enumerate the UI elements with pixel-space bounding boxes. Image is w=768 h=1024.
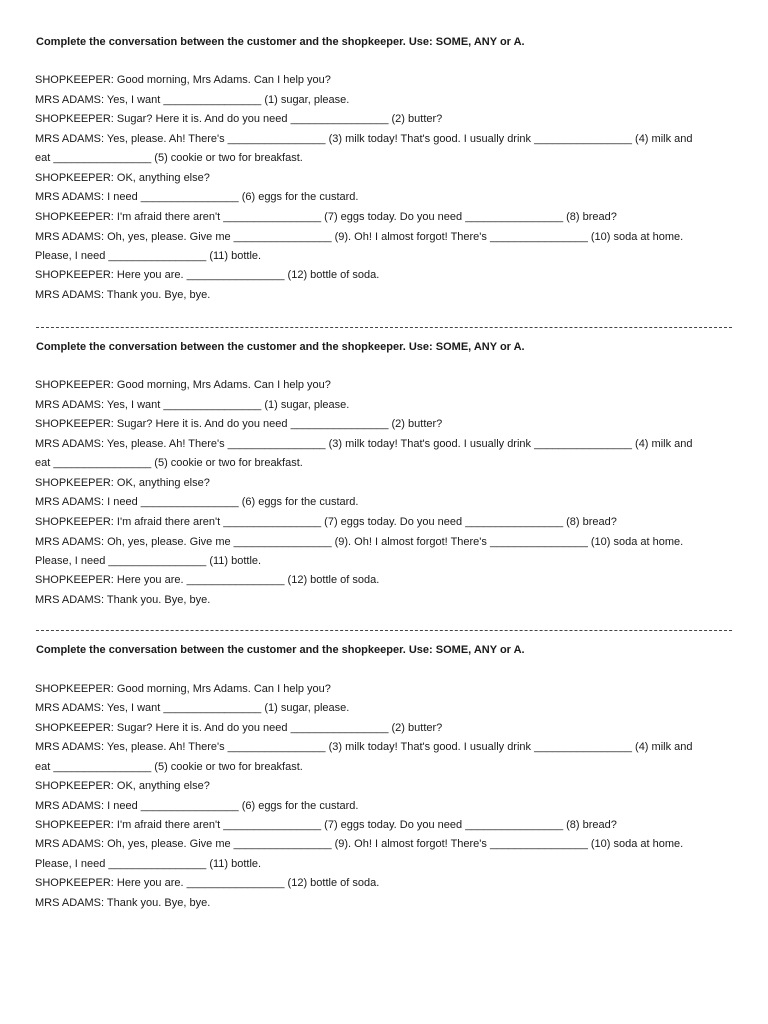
dialogue-line: MRS ADAMS: I need ________________ (6) eggs for the custard. (35, 496, 359, 508)
dialogue-line: eat ________________ (5) cookie or two for breakfast. (35, 152, 303, 164)
dialogue-line: eat ________________ (5) cookie or two for breakfast. (35, 457, 303, 469)
instruction-heading: Complete the conversation between the customer and the shopkeeper. Use: SOME, ANY or A. (36, 644, 525, 656)
dialogue-line: SHOPKEEPER: Here you are. ________________ (12) bottle of soda. (35, 574, 380, 586)
dialogue-line: MRS ADAMS: Yes, I want ________________ (1) sugar, please. (35, 702, 350, 714)
dialogue-line: MRS ADAMS: I need ________________ (6) eggs for the custard. (35, 800, 359, 812)
dialogue-line: MRS ADAMS: Thank you. Bye, bye. (35, 289, 211, 301)
dialogue-line: MRS ADAMS: Yes, please. Ah! There's ________________ (3) milk today! That's good. I usually drink ________________ (4) milk and (35, 741, 693, 753)
dialogue-line: SHOPKEEPER: Good morning, Mrs Adams. Can I help you? (35, 379, 331, 391)
dialogue-line: MRS ADAMS: Yes, please. Ah! There's ________________ (3) milk today! That's good. I usually drink ________________ (4) milk and (35, 133, 693, 145)
dialogue-line: MRS ADAMS: Oh, yes, please. Give me ________________ (9). Oh! I almost forgot! There's ________________ (10) soda at home. (35, 536, 684, 548)
instruction-heading: Complete the conversation between the customer and the shopkeeper. Use: SOME, ANY or A. (36, 36, 525, 48)
dialogue-line: Please, I need ________________ (11) bottle. (35, 858, 262, 870)
cut-line-divider (36, 630, 732, 631)
instruction-heading: Complete the conversation between the customer and the shopkeeper. Use: SOME, ANY or A. (36, 341, 525, 353)
dialogue-line: SHOPKEEPER: OK, anything else? (35, 780, 210, 792)
dialogue-line: MRS ADAMS: Yes, I want ________________ (1) sugar, please. (35, 94, 350, 106)
dialogue-line: SHOPKEEPER: Sugar? Here it is. And do you need ________________ (2) butter? (35, 722, 443, 734)
dialogue-line: SHOPKEEPER: Good morning, Mrs Adams. Can I help you? (35, 683, 331, 695)
dialogue-line: MRS ADAMS: Yes, I want ________________ (1) sugar, please. (35, 399, 350, 411)
dialogue-line: Please, I need ________________ (11) bottle. (35, 555, 262, 567)
dialogue-line: SHOPKEEPER: Here you are. ________________ (12) bottle of soda. (35, 269, 380, 281)
dialogue-line: SHOPKEEPER: I'm afraid there aren't ________________ (7) eggs today. Do you need ________________ (8) bread? (35, 516, 617, 528)
dialogue-line: MRS ADAMS: Oh, yes, please. Give me ________________ (9). Oh! I almost forgot! There's ________________ (10) soda at home. (35, 838, 684, 850)
dialogue-line: SHOPKEEPER: OK, anything else? (35, 172, 210, 184)
dialogue-line: SHOPKEEPER: Sugar? Here it is. And do you need ________________ (2) butter? (35, 418, 443, 430)
dialogue-line: eat ________________ (5) cookie or two for breakfast. (35, 761, 303, 773)
dialogue-line: SHOPKEEPER: Good morning, Mrs Adams. Can I help you? (35, 74, 331, 86)
dialogue-line: MRS ADAMS: Thank you. Bye, bye. (35, 594, 211, 606)
dialogue-line: SHOPKEEPER: Sugar? Here it is. And do you need ________________ (2) butter? (35, 113, 443, 125)
dialogue-line: SHOPKEEPER: I'm afraid there aren't ________________ (7) eggs today. Do you need ________________ (8) bread? (35, 819, 617, 831)
dialogue-line: SHOPKEEPER: I'm afraid there aren't ________________ (7) eggs today. Do you need ________________ (8) bread? (35, 211, 617, 223)
cut-line-divider (36, 327, 732, 328)
dialogue-line: Please, I need ________________ (11) bottle. (35, 250, 262, 262)
dialogue-line: MRS ADAMS: I need ________________ (6) eggs for the custard. (35, 191, 359, 203)
dialogue-line: MRS ADAMS: Oh, yes, please. Give me ________________ (9). Oh! I almost forgot! There's ________________ (10) soda at home. (35, 231, 684, 243)
dialogue-line: SHOPKEEPER: OK, anything else? (35, 477, 210, 489)
dialogue-line: MRS ADAMS: Thank you. Bye, bye. (35, 897, 211, 909)
dialogue-line: MRS ADAMS: Yes, please. Ah! There's ________________ (3) milk today! That's good. I usually drink ________________ (4) milk and (35, 438, 693, 450)
dialogue-line: SHOPKEEPER: Here you are. ________________ (12) bottle of soda. (35, 877, 380, 889)
